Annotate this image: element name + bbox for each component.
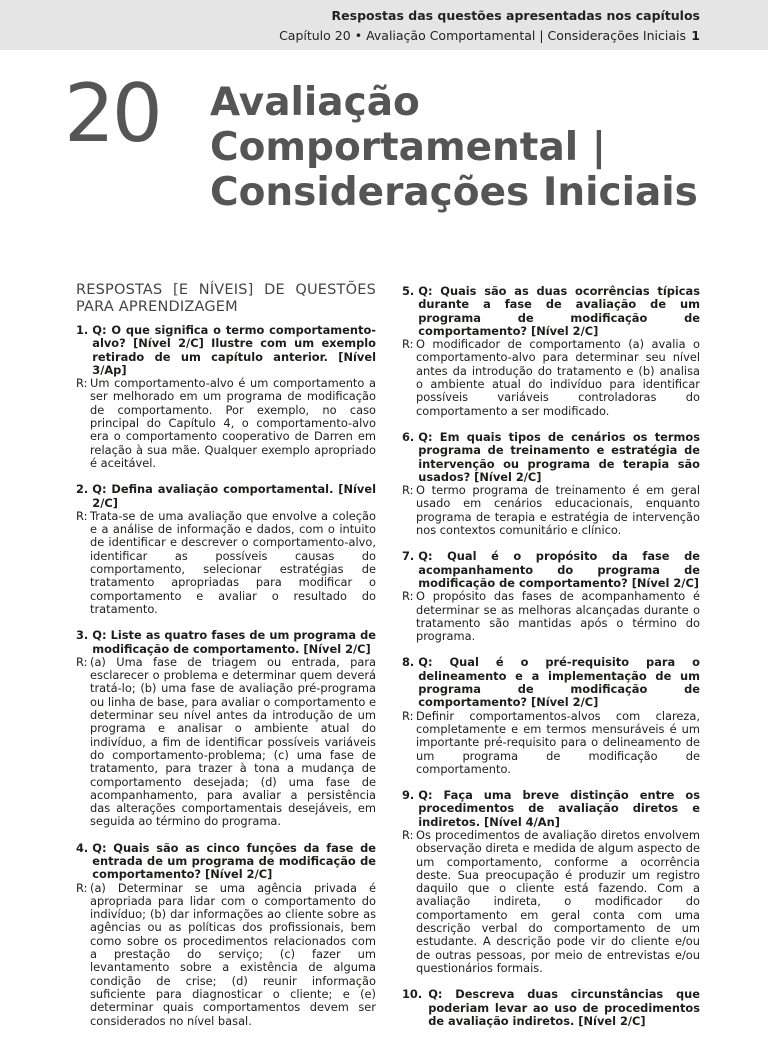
section-title: RESPOSTAS [E NÍVEIS] DE QUESTÕES PARA APRENDIZAGEM [76,282,376,315]
answer [76,377,376,470]
question-text: Q: O que significa o termo comportamento-alvo? [Nível 2/C] Ilustre com um exemplo retirado de um capítulo anterior. [Nível 3/Ap] [92,323,376,377]
question-block [402,988,700,1028]
question [402,656,700,709]
chapter-title-line: Comportamental | [210,125,606,170]
answer-marker: R: [402,337,414,352]
answer-text: (a) Uma fase de triagem ou entrada, para esclarecer o problema e determinar quem deverá tratá-lo; (b) uma fase de avaliação pré-programa ou linha de base, para avaliar o comportamento e determinar seu nível antes da introdução de um programa e analisar o ambiente atual do indivíduo, a fim de identificar possíveis variáveis do comportamento-problema; (c) uma fase de tratamento, para trazer à tona a mudança de comportamento desejada; (d) uma fase de acompanhamento, para avaliar a persistência das alterações comportamentais desejáveis, em seguida ao término do programa. [90,654,376,829]
answer [402,710,700,776]
question-number: 5. [402,284,415,298]
running-header-subtitle [279,28,686,43]
question-text: Q: Defina avaliação comportamental. [Nível 2/C] [92,482,376,510]
answer-marker: R: [76,508,88,523]
right-column [402,285,700,1041]
question-text: Q: Em quais tipos de cenários os termos programa de treinamento e estratégia de intervenção ou programa de terapia são usados? [Nível 2/C] [418,429,700,484]
question-number: 8. [402,655,415,670]
chapter-number: 20 [64,67,160,160]
question-number: 9. [402,788,415,803]
question-number: 1. [76,323,89,337]
answer-text: O termo programa de treinamento é em geral usado em cenários educacionais, enquanto programa de terapia e estratégia de intervenção nos contextos comunitário e clínico. [416,483,700,538]
question-block [402,431,700,537]
answer-marker: R: [402,483,414,498]
question-text: Q: Descreva duas circunstâncias que poderiam levar ao uso de procedimentos de avaliação indiretos. [Nível 2/C] [428,987,700,1028]
answer-text: Os procedimentos de avaliação diretos envolvem observação direta e medida de algum aspecto de um comportamento, conforme a ocorrência deste. Sua preocupação é produzir um registro daquilo que o cliente está fazendo. Com a avaliação indireta, o modificador do comportamento em geral conta com uma descrição verbal do comportamento de um estudante. A descrição pode vir do cliente e/ou de outras pessoas, por meio de entrevistas e/ou questionários formais. [416,827,700,975]
question [76,324,376,377]
question-text: Q: Qual é o propósito da fase de acompanhamento do programa de modificação de comportamento? [Nível 2/C] [418,549,700,590]
answer-marker: R: [402,827,414,842]
question-number: 7. [402,549,415,564]
question [402,988,700,1028]
answer-marker: R: [76,376,88,391]
bullet-separator: • [354,28,363,43]
answer [402,338,700,418]
answer-text: Um comportamento-alvo é um comportamento a ser melhorado em um programa de modificação de comportamento. Por exemplo, no caso principal do Capítulo 4, o comportamento-alvo era o comportamento cooperativo de Darren em relação à sua mãe. Qualquer exemplo apropriado é aceitável. [90,376,376,470]
chapter-reference: Avaliação Comportamental | Considerações Iniciais [366,28,686,43]
answer-marker: R: [402,708,414,723]
question-text: Q: Faça uma breve distinção entre os procedimentos de avaliação diretos e indiretos. [Nível 4/An] [418,788,700,829]
answer-marker: R: [76,654,88,669]
question-block [76,324,376,470]
question [76,483,376,510]
question-block [76,629,376,828]
page-number: 1 [691,28,700,43]
answer-marker: R: [402,589,414,604]
answer-text: Definir comportamentos-alvos com clareza, completamente e em termos mensuráveis é um importante pré-requisito para o delineamento de um programa de modificação de comportamento. [416,708,700,776]
answer [76,510,376,616]
question-number: 6. [402,429,415,444]
question-block [402,285,700,418]
question [402,789,700,829]
running-header-title: Respostas das questões apresentadas nos capítulos [331,8,700,23]
question [402,431,700,484]
answer [76,882,376,1028]
answer-text: O modificador de comportamento (a) avalia o comportamento-alvo para determinar seu nível antes da introdução do tratamento e (b) analisa o ambiente atual do indivíduo para identificar possíveis variáveis controladoras do comportamento a ser modificado. [416,337,700,418]
question-number: 10. [402,987,423,1002]
chapter-title [210,80,730,215]
answer-text: Trata-se de uma avaliação que envolve a coleção e a análise de informação e dados, com o intuito de identificar e descrever o comportamento-alvo, identificar as possíveis causas do comportamento, selecionar estratégias de tratamento apropriadas para modificar o comportamento e avaliar o resultado do tratamento. [90,508,376,616]
answer [402,484,700,537]
question [402,550,700,590]
question-block [76,842,376,1028]
answer [76,656,376,829]
left-column [76,282,376,1041]
answer-marker: R: [76,880,88,895]
chapter-label: Capítulo 20 [279,28,351,43]
question-number: 4. [76,840,89,855]
question-block [402,656,700,776]
question-block [76,483,376,616]
running-header [0,0,768,50]
chapter-title-line: Considerações Iniciais [210,170,698,215]
question [76,629,376,656]
question-text: Q: Quais são as cinco funções da fase de entrada de um programa de modificação de comportamento? [Nível 2/C] [92,840,376,882]
question-text: Q: Quais são as duas ocorrências típicas durante a fase de avaliação de um programa de modificação de comportamento? [Nível 2/C] [418,284,700,338]
question-text: Q: Liste as quatro fases de um programa de modificação de comportamento. [Nível 2/C] [92,628,376,656]
answer-text: (a) Determinar se uma agência privada é apropriada para lidar com o comportamento do indivíduo; (b) dar informações ao cliente sobre as agências ou as políticas dos profissionais, bem como sobre os procedimentos relacionados com a prestação do serviço; (c) fazer um levantamento sobre a existência de alguma condição de crise; (d) reunir informação suficiente para diagnosticar o cliente; e (e) determinar quais comportamentos devem ser considerados no nível basal. [90,880,376,1028]
question-number: 3. [76,628,89,643]
question [76,842,376,882]
answer [402,590,700,643]
answer-text: O propósito das fases de acompanhamento é determinar se as melhoras alcançadas durante o tratamento são mantidas após o término do programa. [416,589,700,644]
chapter-title-line: Avaliação [210,80,420,125]
question [402,285,700,338]
question-text: Q: Qual é o pré-requisito para o delineamento e a implementação de um programa de modificação de comportamento? [Nível 2/C] [418,655,700,710]
question-block [402,789,700,975]
answer [402,829,700,975]
question-block [402,550,700,643]
question-number: 2. [76,482,89,497]
